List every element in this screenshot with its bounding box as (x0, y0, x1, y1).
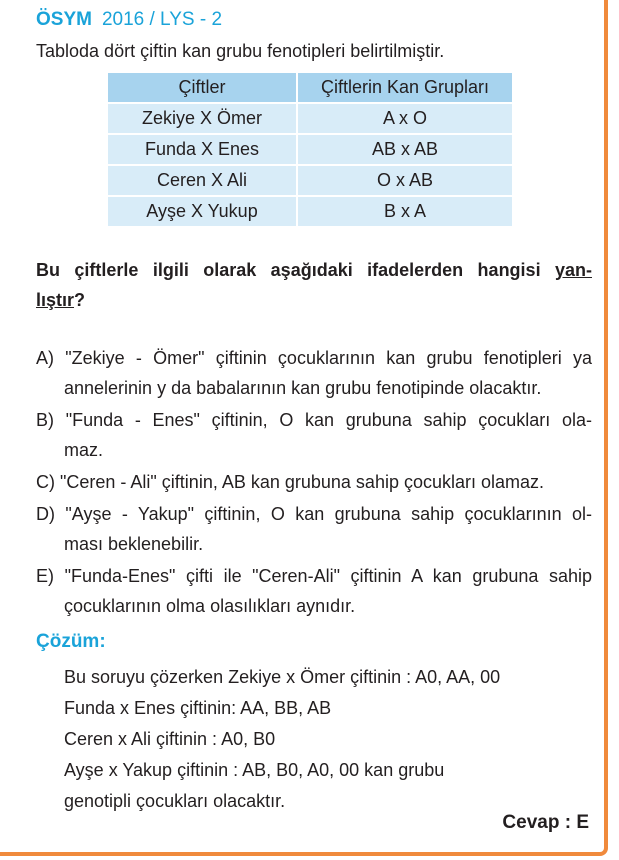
question-part: Bu çiftlerle ilgili olarak aşağıdaki ifadelerden hangisi (36, 260, 555, 280)
blood-group-table (106, 71, 514, 228)
option-text: D) "Ayşe - Yakup" çiftinin, O kan grubuna sahip çocuklarının ol- (36, 504, 592, 524)
option-text-cont: maz. (64, 440, 104, 460)
question-text (36, 255, 592, 315)
exam-brand: ÖSYM (36, 9, 92, 30)
option-text-cont: ması beklenebilir. (64, 534, 204, 554)
question-line (36, 255, 592, 285)
option-c[interactable] (36, 467, 592, 497)
answer-label: Cevap : E (502, 812, 589, 833)
question-underline: lıştır (36, 290, 75, 310)
option-a[interactable] (36, 343, 592, 403)
option-text: A) "Zekiye - Ömer" çiftinin çocuklarının kan grubu fenotipleri ya (36, 348, 592, 368)
table-header-cell: Çiftler (107, 72, 297, 103)
table-row (107, 103, 513, 134)
option-text: C) "Ceren - Ali" çiftinin, AB kan grubuna sahip çocukları olamaz. (36, 472, 545, 492)
table-header-row (107, 72, 513, 103)
solution-line: Ayşe x Yakup çiftinin : AB, B0, A0, 00 kan grubu (64, 760, 445, 780)
solution-line: Ceren x Ali çiftinin : A0, B0 (64, 729, 276, 749)
answer-options (36, 343, 592, 623)
solution-line: genotipli çocukları olacaktır. (64, 791, 286, 811)
option-b[interactable] (36, 405, 592, 465)
solution-body (64, 662, 500, 817)
option-e[interactable] (36, 561, 592, 621)
table-cell: Funda X Enes (107, 134, 297, 165)
exam-code: 2016 / LYS - 2 (101, 9, 223, 30)
table-cell: A x O (297, 103, 513, 134)
table-cell: Zekiye X Ömer (107, 103, 297, 134)
option-text: E) "Funda-Enes" çifti ile "Ceren-Ali" çiftinin A kan grubuna sahip (36, 566, 592, 586)
table-cell: Ayşe X Yukup (107, 196, 297, 227)
option-d[interactable] (36, 499, 592, 559)
table-header-cell: Çiftlerin Kan Grupları (297, 72, 513, 103)
option-text-cont: annelerinin y da babalarının kan grubu fenotipinde olacaktır. (64, 378, 542, 398)
solution-line: Bu soruyu çözerken Zekiye x Ömer çiftinin : A0, AA, 00 (64, 667, 501, 687)
option-text-cont: çocuklarının olma olasılıkları aynıdır. (64, 596, 356, 616)
question-underline: yan- (554, 260, 592, 280)
table-cell: B x A (297, 196, 513, 227)
solution-title: Çözüm: (36, 631, 106, 652)
table-cell: O x AB (297, 165, 513, 196)
option-text: B) "Funda - Enes" çiftinin, O kan grubuna sahip çocukları ola- (36, 410, 592, 430)
exam-header (36, 9, 222, 31)
table-cell: Ceren X Ali (107, 165, 297, 196)
question-part: ? (74, 290, 86, 310)
table-row (107, 134, 513, 165)
table-row (107, 165, 513, 196)
question-line (36, 285, 592, 315)
intro-text: Tabloda dört çiftin kan grubu fenotipleri belirtilmiştir. (36, 41, 445, 61)
solution-line: Funda x Enes çiftinin: AA, BB, AB (64, 698, 332, 718)
table-row (107, 196, 513, 227)
table-cell: AB x AB (297, 134, 513, 165)
